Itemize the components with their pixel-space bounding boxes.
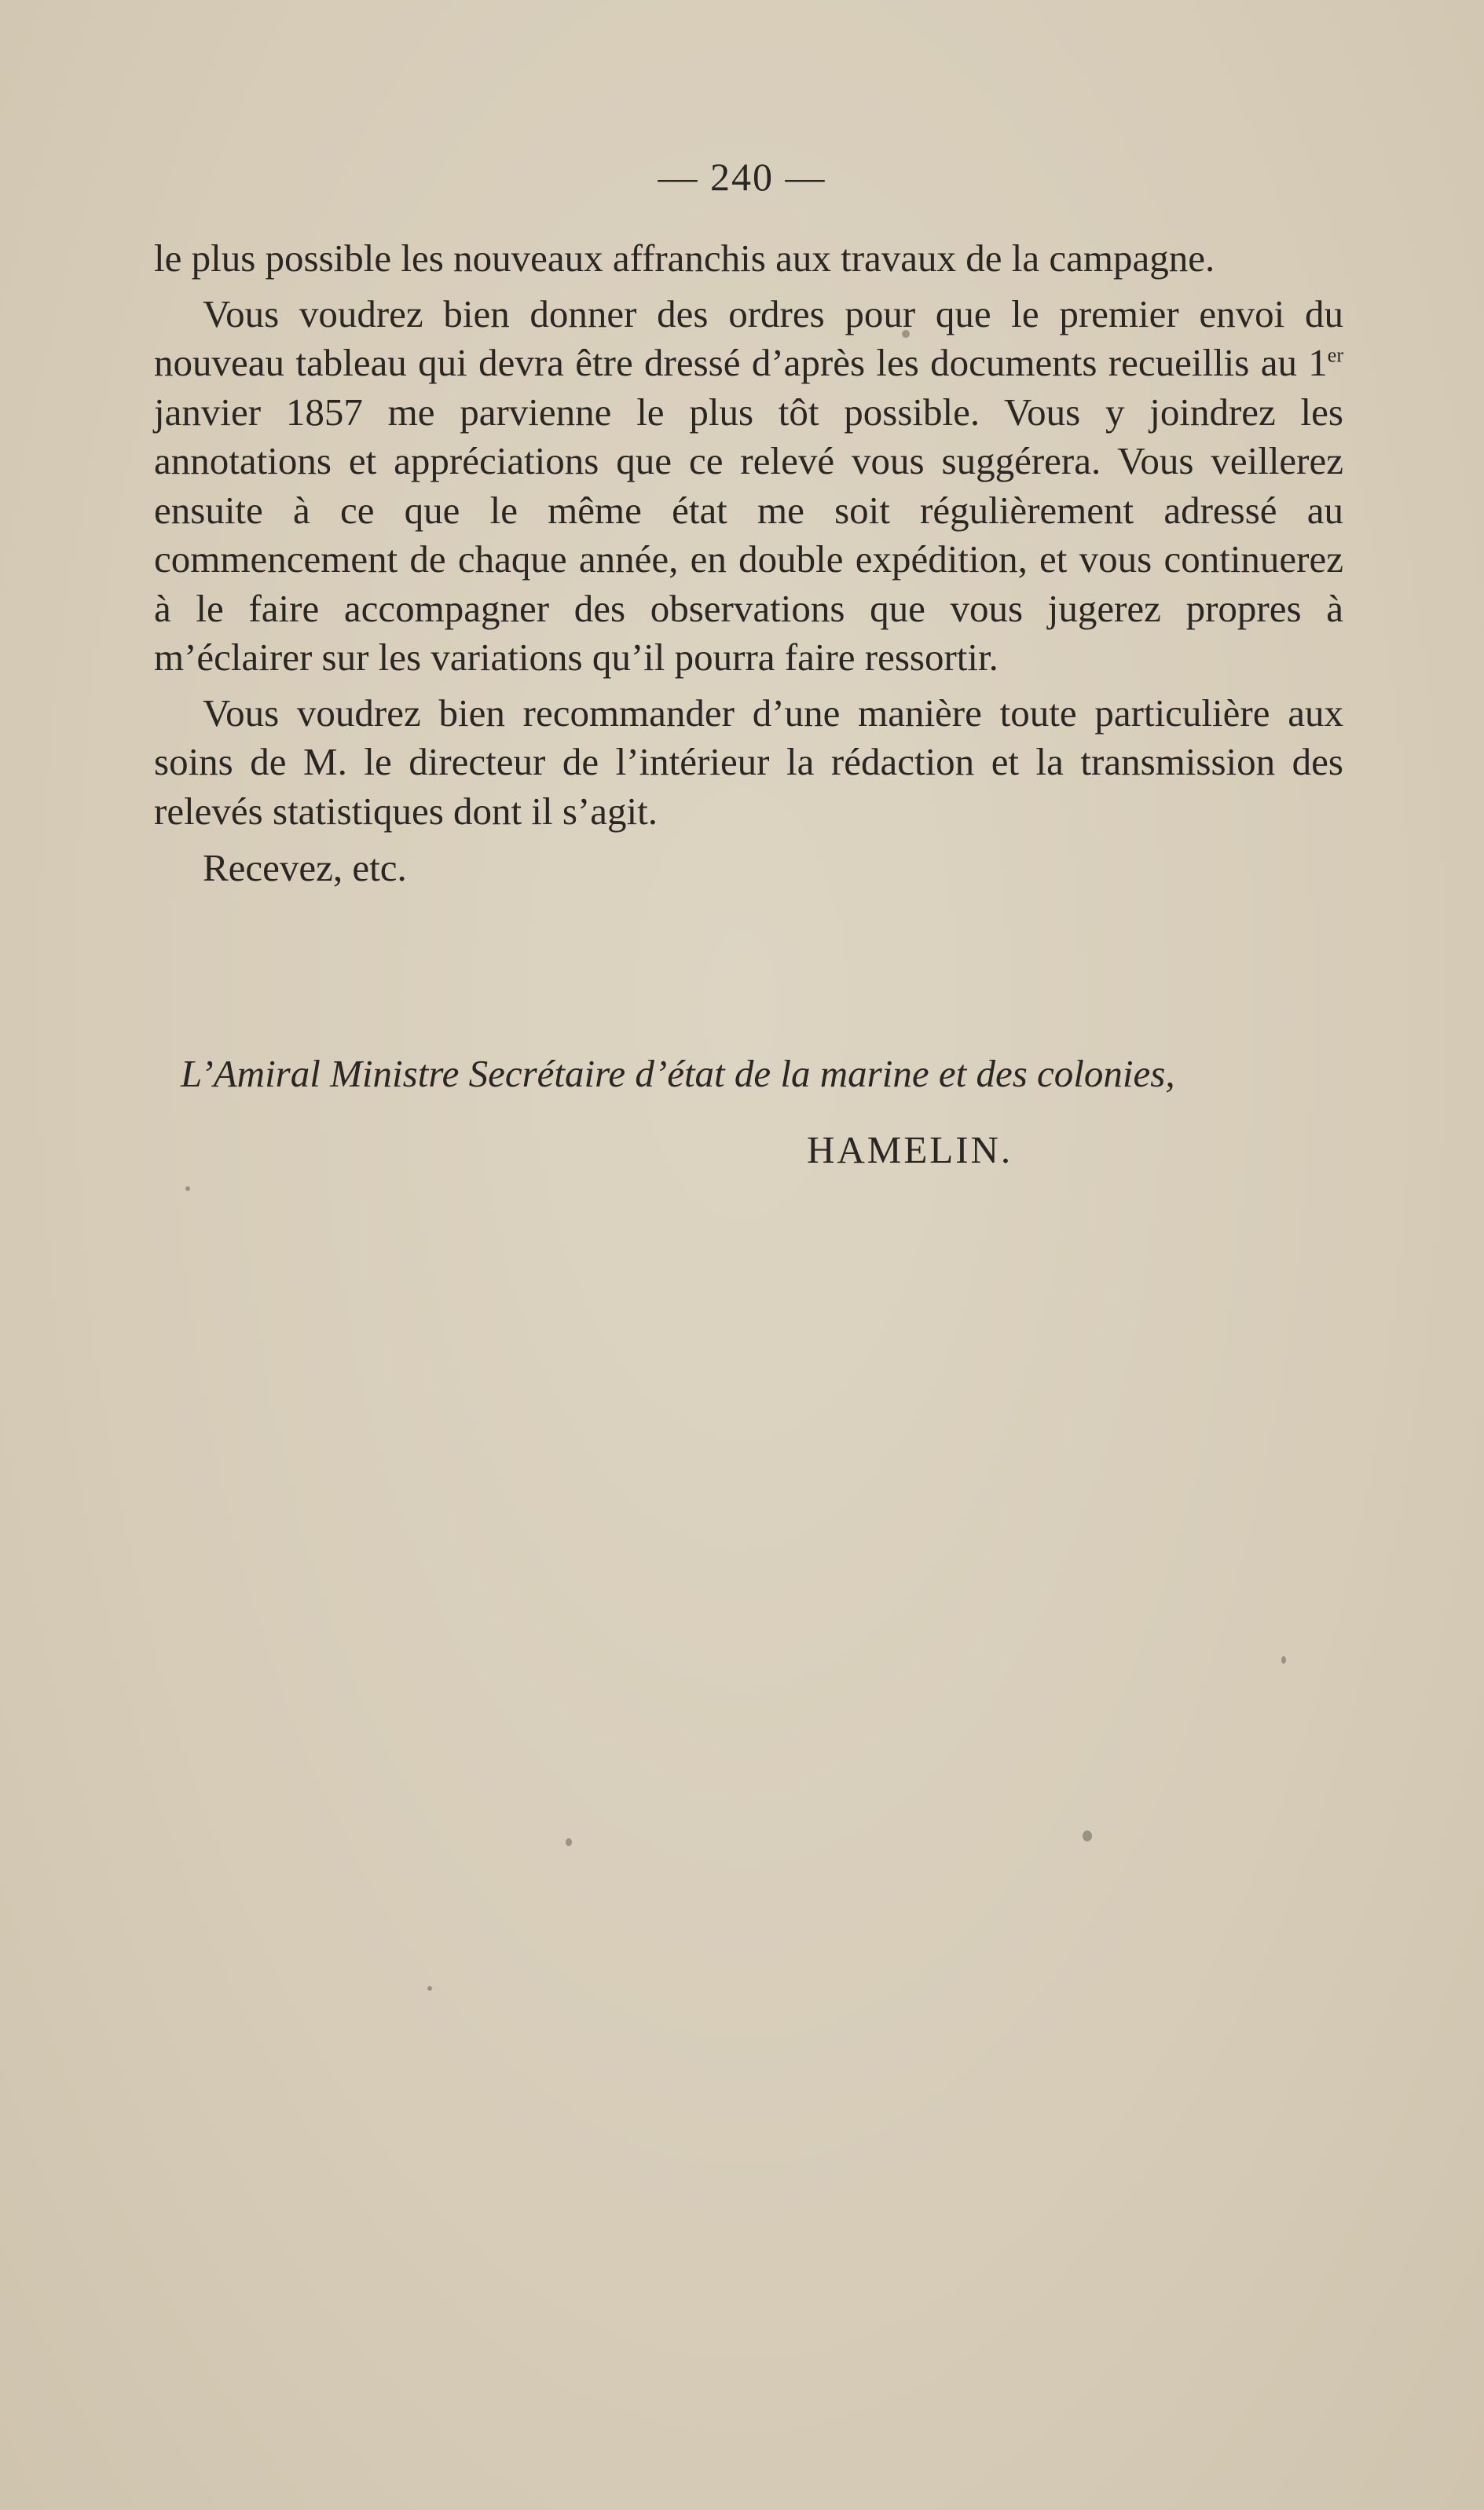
signature-name: HAMELIN. [807, 1128, 1013, 1171]
salutation: Recevez, etc. [203, 846, 407, 889]
signature-title: L’Amiral Ministre Secrétaire d’état de la marine et des colonies, [181, 1052, 1175, 1095]
paragraph-continuation: le plus possible les nouveaux affranchis aux travaux de la campagne. [154, 236, 1215, 280]
paragraph-recommendation: Vous voudrez bien recommander d’une manière toute particulière aux soins de M. le directeur de l’intérieur la rédaction et la transmission des relevés statistiques dont il s’agit. [154, 691, 1343, 833]
ink-speck [427, 1986, 432, 1991]
ink-speck [1083, 1830, 1092, 1841]
ink-speck [566, 1838, 572, 1846]
ink-speck [185, 1186, 190, 1191]
paragraph-text: Vous voudrez bien donner des ordres pour que le premier envoi du nouveau tableau qui devra être dressé d’après les documents recueillis au 1 [154, 291, 1343, 384]
page-number: — 240 — [658, 155, 826, 199]
ink-speck [1281, 1656, 1286, 1664]
paragraph-text: janvier 1857 me parvienne le plus tôt possible. Vous y joindrez les annotations et appréciations que ce relevé vous suggérera. Vous veillerez ensuite à ce que le même état me soit régulièrement adressé au commencement de chaque année, en double expédition, et vous continuerez à le faire accompagner des observations que vous jugerez propres à m’éclairer sur les variations qu’il pourra faire ressortir. [154, 390, 1343, 679]
body-text [154, 234, 1343, 893]
ordinal-superscript: er [1327, 343, 1343, 367]
paragraph-orders [154, 290, 1343, 683]
